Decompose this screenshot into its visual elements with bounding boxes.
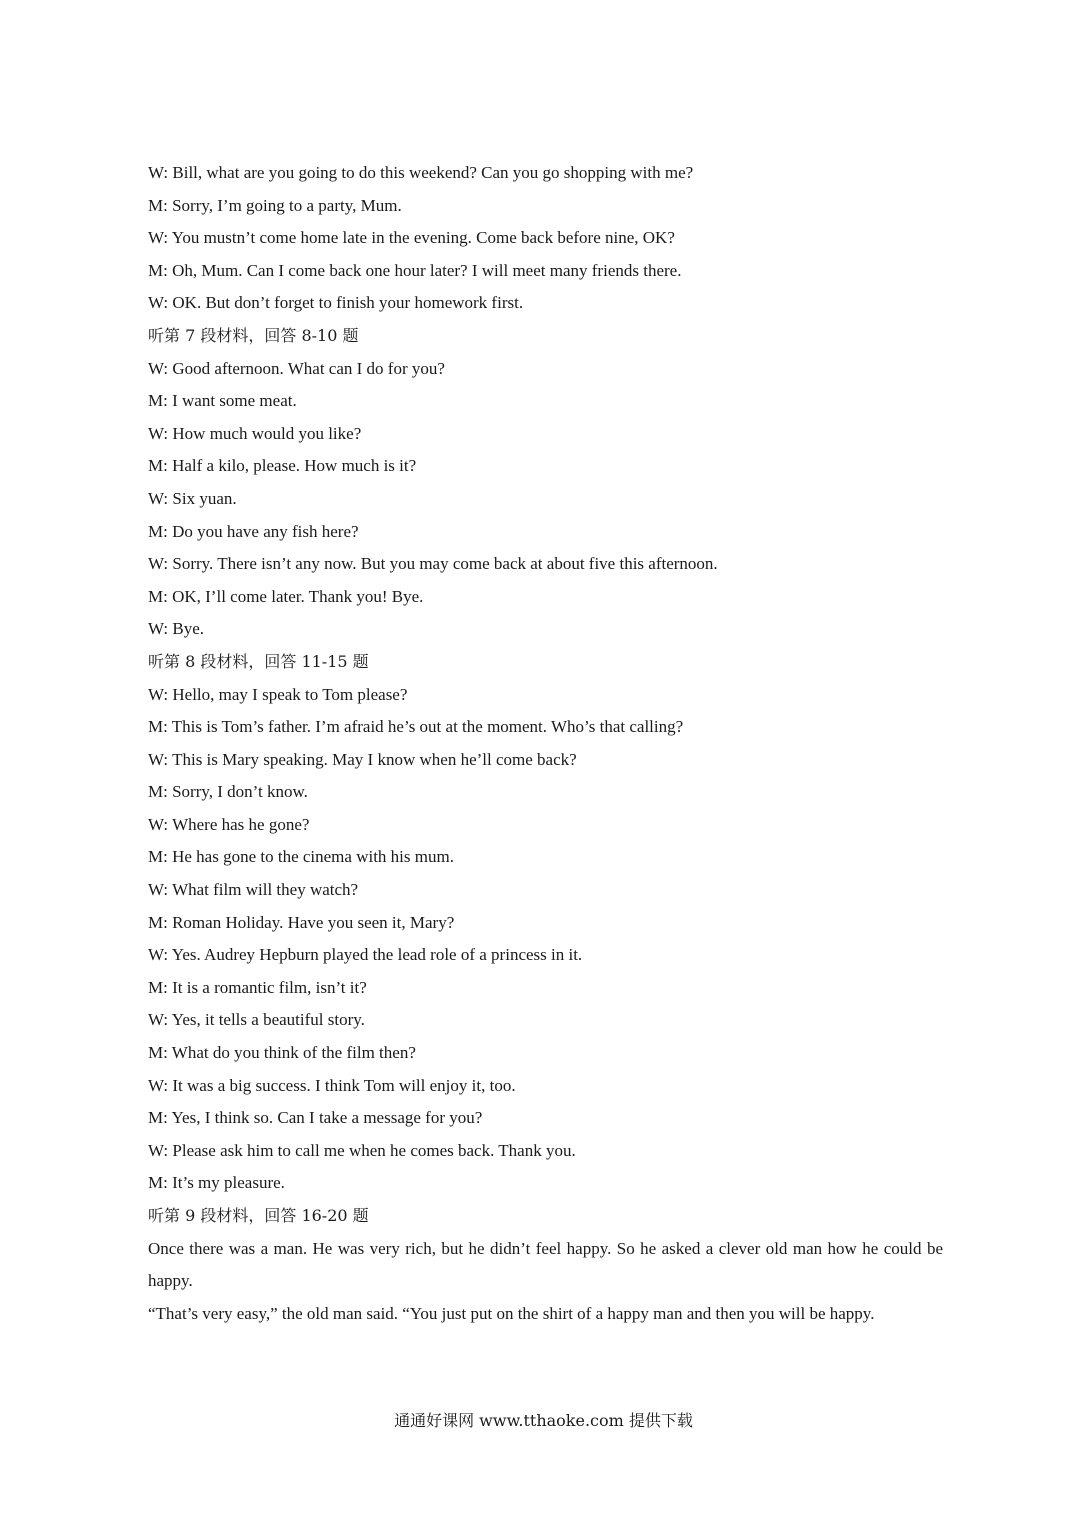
story-paragraph: “That’s very easy,” the old man said. “You just put on the shirt of a happy man and then you will be happy. [148, 1303, 875, 1323]
section-heading-9: 听第 9 段材料，回答 16-20 题 [148, 1206, 369, 1225]
dialogue-line: W: Six yuan. [148, 488, 237, 508]
section-heading-8: 听第 8 段材料，回答 11-15 题 [148, 651, 369, 671]
dialogue-line: W: What film will they watch? [148, 880, 359, 900]
dialogue-line: M: Do you have any fish here? [148, 521, 359, 541]
dialogue-line: M: This is Tom’s father. I’m afraid he’s out at the moment. Who’s that calling? [148, 717, 684, 737]
dialogue-line: W: You mustn’t come home late in the evening. Come back before nine, OK? [148, 228, 675, 248]
dialogue-line: W: Bill, what are you going to do this weekend? Can you go shopping with me? [148, 163, 694, 182]
dialogue-line: M: Yes, I think so. Can I take a message for you? [148, 1108, 483, 1128]
dialogue-line: W: This is Mary speaking. May I know when he’ll come back? [148, 749, 577, 769]
transcript-page [148, 157, 943, 1330]
dialogue-line: M: He has gone to the cinema with his mum. [148, 847, 454, 867]
dialogue-line: W: Where has he gone? [148, 814, 310, 834]
section-heading-7: 听第 7 段材料，回答 8-10 题 [148, 325, 359, 345]
dialogue-line: W: Sorry. There isn’t any now. But you may come back at about five this afternoon. [148, 554, 718, 574]
dialogue-line: M: I want some meat. [148, 391, 297, 411]
dialogue-line: W: Good afternoon. What can I do for you? [148, 358, 445, 378]
dialogue-line: M: Oh, Mum. Can I come back one hour later? I will meet many friends there. [148, 260, 682, 280]
dialogue-line: M: It is a romantic film, isn’t it? [148, 977, 367, 997]
dialogue-line: W: How much would you like? [148, 423, 362, 443]
dialogue-line: W: Yes. Audrey Hepburn played the lead role of a princess in it. [148, 945, 583, 965]
dialogue-line: W: Hello, may I speak to Tom please? [148, 684, 408, 704]
dialogue-line: M: What do you think of the film then? [148, 1043, 416, 1063]
dialogue-line: M: Half a kilo, please. How much is it? [148, 456, 417, 476]
dialogue-line: W: Please ask him to call me when he comes back. Thank you. [148, 1140, 576, 1160]
dialogue-line: M: Sorry, I’m going to a party, Mum. [148, 195, 402, 215]
story-paragraph: Once there was a man. He was very rich, but he didn’t feel happy. So he asked a clever old man how he could be happy. [148, 1238, 943, 1291]
footer-source: 通通好课网 www.tthaoke.com 提供下载 [394, 1411, 693, 1430]
dialogue-line: M: Roman Holiday. Have you seen it, Mary? [148, 912, 455, 932]
dialogue-line: W: Yes, it tells a beautiful story. [148, 1010, 365, 1030]
dialogue-line: M: Sorry, I don’t know. [148, 782, 308, 802]
dialogue-line: W: It was a big success. I think Tom will enjoy it, too. [148, 1075, 516, 1095]
dialogue-line: W: OK. But don’t forget to finish your homework first. [148, 293, 524, 313]
dialogue-line: M: OK, I’ll come later. Thank you! Bye. [148, 586, 424, 606]
dialogue-line: W: Bye. [148, 619, 205, 639]
dialogue-line: M: It’s my pleasure. [148, 1173, 285, 1193]
